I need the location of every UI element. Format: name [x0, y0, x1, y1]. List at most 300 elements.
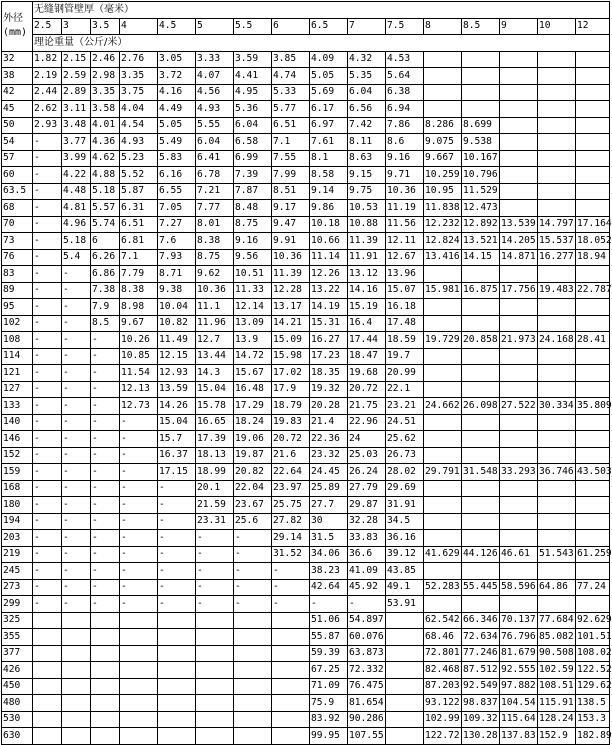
weight-cell: - — [33, 299, 62, 316]
weight-cell: 11.49 — [158, 332, 196, 349]
weight-cell: - — [62, 348, 91, 365]
weight-cell: - — [196, 579, 234, 596]
weight-cell: 6.17 — [310, 101, 348, 118]
weight-cell: 7.38 — [91, 282, 120, 299]
weight-cell: 14.797 — [538, 216, 576, 233]
weight-cell: 36.16 — [386, 530, 424, 547]
weight-cell: 66.346 — [462, 612, 500, 629]
weight-cell — [91, 711, 120, 728]
weight-cell: - — [33, 365, 62, 382]
weight-cell — [462, 513, 500, 530]
weight-cell: 29.69 — [386, 480, 424, 497]
weight-cell: 15.981 — [424, 282, 462, 299]
weight-cell: 19.83 — [272, 414, 310, 431]
weight-cell: 7.27 — [158, 216, 196, 233]
weight-cell — [462, 596, 500, 613]
weight-cell: - — [91, 480, 120, 497]
weight-cell: 21.6 — [272, 447, 310, 464]
table-row — [2, 68, 610, 85]
weight-cell — [576, 497, 610, 514]
weight-cell: 4.36 — [91, 134, 120, 151]
weight-cell — [424, 299, 462, 316]
weight-cell: 115.64 — [500, 711, 538, 728]
weight-cell — [386, 612, 424, 629]
outer-diameter-cell: 194 — [2, 513, 33, 530]
weight-cell: 10.26 — [120, 332, 158, 349]
weight-cell — [538, 530, 576, 547]
table-row — [2, 365, 610, 382]
outer-diameter-cell: 159 — [2, 464, 33, 481]
weight-cell: 8.38 — [120, 282, 158, 299]
weight-cell: 15.98 — [272, 348, 310, 365]
weight-cell: 18.94 — [576, 249, 610, 266]
weight-cell — [462, 431, 500, 448]
weight-cell: - — [120, 546, 158, 563]
weight-cell: 81.679 — [500, 645, 538, 662]
weight-cell: 6.04 — [234, 117, 272, 134]
weight-cell — [196, 612, 234, 629]
weight-cell — [234, 695, 272, 712]
weight-cell: 10.51 — [234, 266, 272, 283]
wall-thickness-header: 无缝钢管壁厚（毫米） — [33, 2, 610, 19]
weight-cell — [500, 447, 538, 464]
weight-cell: 182.89 — [576, 728, 610, 745]
weight-cell: 14.16 — [348, 282, 386, 299]
weight-cell: - — [120, 530, 158, 547]
weight-cell: 13.09 — [234, 315, 272, 332]
weight-cell — [538, 431, 576, 448]
thickness-header-cell: 2.5 — [33, 18, 62, 35]
weight-cell: 63.873 — [348, 645, 386, 662]
outer-diameter-cell: 114 — [2, 348, 33, 365]
thickness-header-cell: 6 — [272, 18, 310, 35]
weight-cell: 4.56 — [196, 84, 234, 101]
outer-diameter-cell: 355 — [2, 629, 33, 646]
table-row — [2, 579, 610, 596]
weight-cell — [500, 167, 538, 184]
weight-cell — [196, 629, 234, 646]
weight-cell: - — [91, 464, 120, 481]
weight-cell: 12.232 — [424, 216, 462, 233]
weight-cell — [33, 662, 62, 679]
weight-cell: 17.48 — [386, 315, 424, 332]
weight-cell: - — [158, 513, 196, 530]
weight-cell — [91, 645, 120, 662]
weight-cell: 28.41 — [576, 332, 610, 349]
weight-cell — [91, 678, 120, 695]
weight-cell — [500, 101, 538, 118]
weight-cell: 10.259 — [424, 167, 462, 184]
thickness-header-cell: 8 — [424, 18, 462, 35]
weight-cell: - — [62, 299, 91, 316]
weight-cell: 2.89 — [62, 84, 91, 101]
weight-cell: 108.02 — [576, 645, 610, 662]
weight-cell: 60.076 — [348, 629, 386, 646]
weight-cell — [500, 266, 538, 283]
weight-cell: 18.24 — [234, 414, 272, 431]
weight-cell — [196, 711, 234, 728]
weight-cell: 2.59 — [62, 68, 91, 85]
weight-cell: 16.875 — [462, 282, 500, 299]
weight-cell: 3.11 — [62, 101, 91, 118]
weight-cell: 14.21 — [272, 315, 310, 332]
weight-cell — [272, 728, 310, 745]
outer-diameter-cell: 168 — [2, 480, 33, 497]
outer-diameter-cell: 127 — [2, 381, 33, 398]
weight-cell: 5.18 — [62, 233, 91, 250]
weight-cell — [424, 381, 462, 398]
weight-cell: 99.95 — [310, 728, 348, 745]
weight-cell — [538, 348, 576, 365]
weight-cell: - — [234, 596, 272, 613]
weight-cell: 42.64 — [310, 579, 348, 596]
weight-cell: 12.824 — [424, 233, 462, 250]
weight-cell: - — [33, 563, 62, 580]
weight-cell: 34.06 — [310, 546, 348, 563]
weight-cell — [33, 711, 62, 728]
weight-cell — [272, 645, 310, 662]
weight-cell: 11.96 — [196, 315, 234, 332]
weight-cell — [62, 629, 91, 646]
weight-cell — [62, 695, 91, 712]
weight-cell: 76.796 — [500, 629, 538, 646]
theoretical-weight-header: 理论重量（公斤/米） — [33, 35, 610, 52]
weight-cell: 43.503 — [576, 464, 610, 481]
weight-cell — [538, 447, 576, 464]
weight-cell: 72.634 — [462, 629, 500, 646]
weight-cell — [538, 513, 576, 530]
weight-cell: 8.63 — [348, 150, 386, 167]
weight-cell: 29.791 — [424, 464, 462, 481]
weight-cell: 61.259 — [576, 546, 610, 563]
weight-cell: 20.72 — [348, 381, 386, 398]
weight-cell: 20.99 — [386, 365, 424, 382]
weight-cell: 35.809 — [576, 398, 610, 415]
weight-cell: 101.51 — [576, 629, 610, 646]
weight-cell: 15.78 — [196, 398, 234, 415]
table-row — [2, 662, 610, 679]
weight-cell: 4.09 — [310, 51, 348, 68]
weight-cell — [576, 101, 610, 118]
weight-cell — [33, 645, 62, 662]
outer-diameter-cell: 54 — [2, 134, 33, 151]
weight-cell — [196, 662, 234, 679]
weight-cell — [234, 645, 272, 662]
outer-diameter-label: 外径 — [3, 13, 23, 25]
weight-cell — [500, 497, 538, 514]
weight-cell: 3.35 — [91, 84, 120, 101]
weight-cell: 8.11 — [348, 134, 386, 151]
weight-cell: 12.7 — [196, 332, 234, 349]
outer-diameter-header — [2, 2, 33, 52]
weight-cell: 1.82 — [33, 51, 62, 68]
weight-cell — [424, 414, 462, 431]
table-row — [2, 431, 610, 448]
weight-cell: - — [91, 332, 120, 349]
weight-cell: 13.12 — [348, 266, 386, 283]
weight-cell: 90.508 — [538, 645, 576, 662]
weight-cell: 7.21 — [196, 183, 234, 200]
weight-cell — [538, 167, 576, 184]
weight-cell: 5.05 — [158, 117, 196, 134]
weight-cell: 11.529 — [462, 183, 500, 200]
weight-cell — [33, 728, 62, 745]
weight-cell: 7.79 — [120, 266, 158, 283]
weight-cell: 5.33 — [272, 84, 310, 101]
thickness-row — [2, 18, 610, 35]
table-row — [2, 563, 610, 580]
weight-cell: - — [196, 546, 234, 563]
weight-cell: 8.1 — [310, 150, 348, 167]
weight-cell: 7.86 — [386, 117, 424, 134]
weight-cell — [424, 530, 462, 547]
weight-cell: - — [196, 596, 234, 613]
weight-cell: 2.98 — [91, 68, 120, 85]
weight-cell: - — [33, 530, 62, 547]
table-row — [2, 480, 610, 497]
weight-cell: 17.756 — [500, 282, 538, 299]
weight-cell — [500, 414, 538, 431]
weight-cell: 22.787 — [576, 282, 610, 299]
weight-cell — [462, 497, 500, 514]
outer-diameter-cell: 203 — [2, 530, 33, 547]
weight-cell: 7.39 — [234, 167, 272, 184]
weight-cell — [234, 629, 272, 646]
weight-cell: - — [120, 414, 158, 431]
weight-cell — [234, 662, 272, 679]
weight-cell: 36.746 — [538, 464, 576, 481]
weight-cell: 7.99 — [272, 167, 310, 184]
weight-cell: 122.52 — [576, 662, 610, 679]
weight-cell: 6.86 — [91, 266, 120, 283]
weight-cell — [576, 381, 610, 398]
weight-cell: 72.801 — [424, 645, 462, 662]
weight-cell: 24.51 — [386, 414, 424, 431]
outer-diameter-cell: 63.5 — [2, 183, 33, 200]
weight-cell: 19.87 — [234, 447, 272, 464]
thickness-header-cell: 9 — [500, 18, 538, 35]
weight-cell — [576, 480, 610, 497]
weight-cell: 17.29 — [234, 398, 272, 415]
weight-cell: 2.44 — [33, 84, 62, 101]
weight-cell — [424, 563, 462, 580]
weight-cell — [424, 51, 462, 68]
weight-cell: 115.91 — [538, 695, 576, 712]
table-row — [2, 150, 610, 167]
outer-diameter-cell: 146 — [2, 431, 33, 448]
weight-cell — [424, 596, 462, 613]
table-row — [2, 117, 610, 134]
outer-diameter-cell: 50 — [2, 117, 33, 134]
table-row — [2, 629, 610, 646]
outer-diameter-cell: 83 — [2, 266, 33, 283]
table-row — [2, 381, 610, 398]
weight-cell — [576, 200, 610, 217]
table-row — [2, 200, 610, 217]
weight-cell: 4.01 — [91, 117, 120, 134]
weight-cell — [576, 365, 610, 382]
weight-cell — [462, 480, 500, 497]
table-row — [2, 84, 610, 101]
weight-cell — [500, 134, 538, 151]
weight-cell — [272, 612, 310, 629]
weight-cell — [424, 447, 462, 464]
thickness-header-cell: 8.5 — [462, 18, 500, 35]
weight-cell: 18.47 — [348, 348, 386, 365]
weight-cell: 11.838 — [424, 200, 462, 217]
weight-cell — [120, 695, 158, 712]
weight-cell: 7.05 — [158, 200, 196, 217]
table-row — [2, 497, 610, 514]
weight-cell: 13.539 — [500, 216, 538, 233]
weight-cell: - — [120, 579, 158, 596]
table-row — [2, 233, 610, 250]
weight-cell — [386, 695, 424, 712]
weight-cell: 17.39 — [196, 431, 234, 448]
weight-cell: 102.59 — [538, 662, 576, 679]
table-row — [2, 546, 610, 563]
weight-cell: 6.56 — [348, 101, 386, 118]
weight-cell — [196, 728, 234, 745]
weight-cell: 31.52 — [272, 546, 310, 563]
weight-cell: 30 — [310, 513, 348, 530]
weight-cell: 11.54 — [120, 365, 158, 382]
weight-cell: 21.75 — [348, 398, 386, 415]
weight-cell — [33, 612, 62, 629]
thickness-header-cell: 7.5 — [386, 18, 424, 35]
weight-cell — [234, 612, 272, 629]
weight-cell: 3.33 — [196, 51, 234, 68]
weight-cell: 4.93 — [196, 101, 234, 118]
weight-cell — [538, 134, 576, 151]
weight-cell: 6.41 — [196, 150, 234, 167]
weight-cell — [33, 678, 62, 695]
weight-cell: 24 — [348, 431, 386, 448]
thickness-header-cell: 6.5 — [310, 18, 348, 35]
weight-cell: 54.897 — [348, 612, 386, 629]
weight-cell — [120, 612, 158, 629]
table-row — [2, 332, 610, 349]
table-row — [2, 266, 610, 283]
weight-cell: - — [272, 579, 310, 596]
weight-cell: 64.86 — [538, 579, 576, 596]
outer-diameter-cell: 76 — [2, 249, 33, 266]
weight-cell: 9.15 — [348, 167, 386, 184]
weight-cell: 7.42 — [348, 117, 386, 134]
weight-cell — [576, 299, 610, 316]
weight-cell: 15.19 — [348, 299, 386, 316]
thickness-header-cell: 3 — [62, 18, 91, 35]
weight-cell — [500, 68, 538, 85]
weight-cell: 153.3 — [576, 711, 610, 728]
weight-cell: 23.21 — [386, 398, 424, 415]
weight-cell: 85.082 — [538, 629, 576, 646]
thickness-header-cell: 5.5 — [234, 18, 272, 35]
weight-cell: 10.36 — [196, 282, 234, 299]
weight-cell: 18.79 — [272, 398, 310, 415]
weight-cell: 5.05 — [310, 68, 348, 85]
weight-cell: 17.44 — [348, 332, 386, 349]
table-row — [2, 596, 610, 613]
weight-cell: 19.32 — [310, 381, 348, 398]
weight-cell: 44.126 — [462, 546, 500, 563]
weight-cell — [158, 678, 196, 695]
weight-cell: - — [91, 530, 120, 547]
table-row — [2, 678, 610, 695]
weight-cell: - — [91, 365, 120, 382]
weight-cell: 51.543 — [538, 546, 576, 563]
weight-cell — [538, 51, 576, 68]
weight-cell — [462, 315, 500, 332]
weight-cell: 77.24 — [576, 579, 610, 596]
weight-cell — [424, 315, 462, 332]
weight-cell — [576, 266, 610, 283]
weight-cell: 3.48 — [62, 117, 91, 134]
weight-cell: 92.555 — [500, 662, 538, 679]
weight-cell: 6.38 — [386, 84, 424, 101]
weight-cell — [234, 728, 272, 745]
weight-cell: - — [33, 348, 62, 365]
weight-cell: 8.6 — [386, 134, 424, 151]
weight-cell: - — [158, 480, 196, 497]
weight-cell: - — [62, 398, 91, 415]
weight-cell: 26.24 — [348, 464, 386, 481]
weight-cell: 12.28 — [272, 282, 310, 299]
weight-cell: 128.24 — [538, 711, 576, 728]
weight-cell: 9.075 — [424, 134, 462, 151]
weight-cell: 9.67 — [120, 315, 158, 332]
weight-cell — [538, 101, 576, 118]
weight-cell: 5.4 — [62, 249, 91, 266]
weight-cell: 12.73 — [120, 398, 158, 415]
weight-cell: 6.81 — [120, 233, 158, 250]
weight-cell: 25.6 — [234, 513, 272, 530]
weight-cell: 3.58 — [91, 101, 120, 118]
weight-cell: 2.15 — [62, 51, 91, 68]
weight-cell — [576, 563, 610, 580]
weight-cell: 26.73 — [386, 447, 424, 464]
weight-cell — [462, 365, 500, 382]
weight-cell: - — [62, 563, 91, 580]
weight-cell: 5.83 — [158, 150, 196, 167]
weight-cell: - — [91, 398, 120, 415]
weight-cell: 152.9 — [538, 728, 576, 745]
weight-cell: 9.62 — [196, 266, 234, 283]
weight-cell — [538, 315, 576, 332]
weight-cell — [386, 629, 424, 646]
weight-cell: - — [120, 497, 158, 514]
weight-cell — [538, 596, 576, 613]
weight-cell: 11.19 — [386, 200, 424, 217]
weight-cell: 19.483 — [538, 282, 576, 299]
weight-cell: - — [33, 497, 62, 514]
weight-cell — [538, 299, 576, 316]
weight-cell: 9.667 — [424, 150, 462, 167]
weight-cell: 2.76 — [120, 51, 158, 68]
weight-cell: 25.89 — [310, 480, 348, 497]
weight-cell — [62, 678, 91, 695]
weight-cell: - — [33, 596, 62, 613]
outer-diameter-cell: 245 — [2, 563, 33, 580]
weight-cell: - — [62, 332, 91, 349]
thickness-header-cell: 10 — [538, 18, 576, 35]
weight-cell: 4.95 — [234, 84, 272, 101]
weight-cell: 6.16 — [158, 167, 196, 184]
weight-cell: - — [62, 497, 91, 514]
weight-cell: 32.28 — [348, 513, 386, 530]
weight-cell — [424, 513, 462, 530]
weight-cell — [538, 480, 576, 497]
